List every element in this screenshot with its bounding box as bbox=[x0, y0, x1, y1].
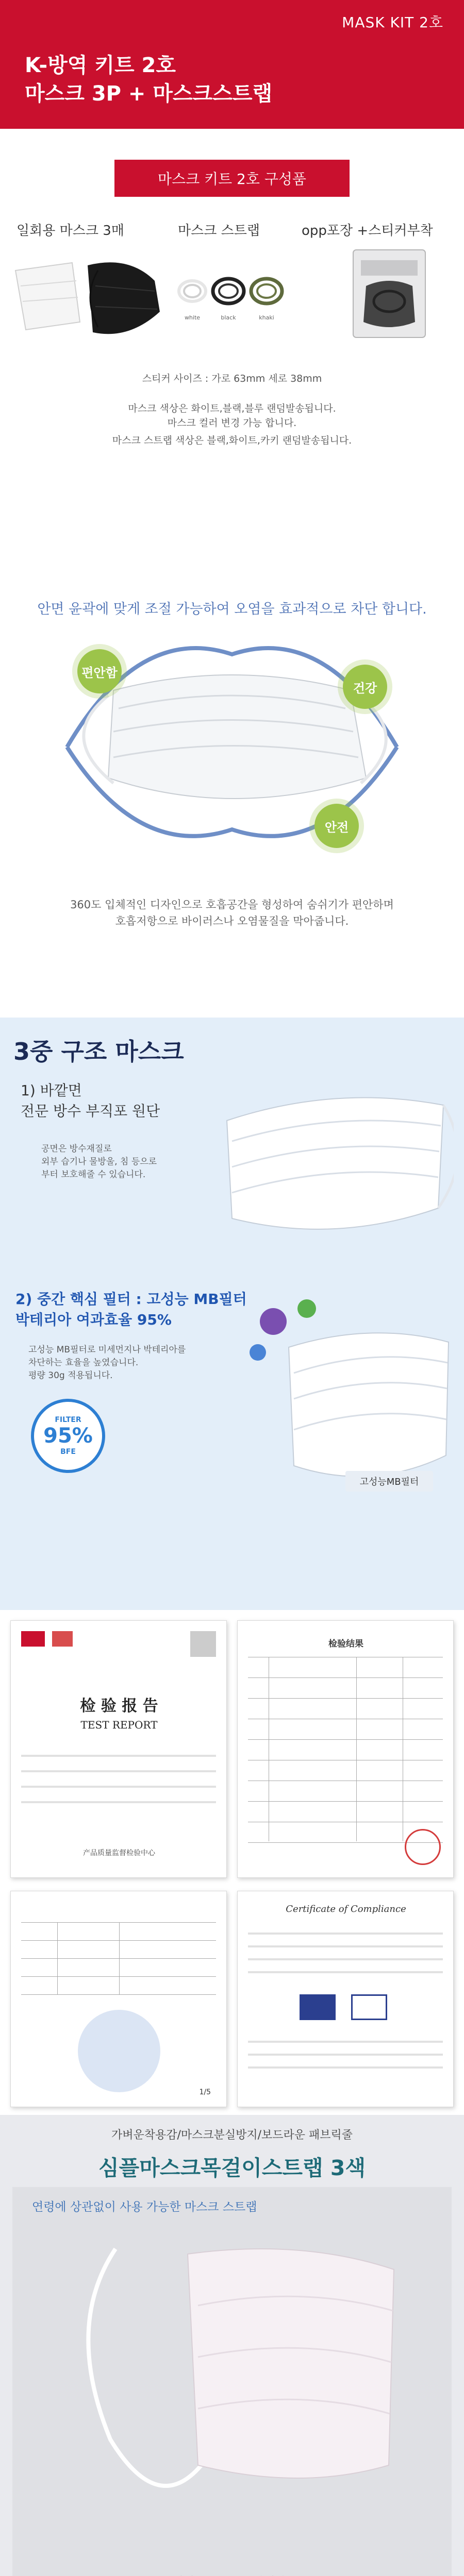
coc-doc bbox=[237, 1891, 454, 2107]
item-label-opp: opp포장 +스티커부착 bbox=[302, 223, 433, 239]
fit-desc-line-1: 360도 입체적인 디자인으로 호흡공간을 형성하여 숨쉬기가 편안하며 bbox=[70, 899, 394, 911]
page-title: K-방역 키트 2호 bbox=[25, 54, 176, 77]
strap-subheading: 가벼운착용감/마스크분실방지/보드라운 패브릭줄 bbox=[111, 2129, 353, 2142]
test-report-doc bbox=[10, 1620, 227, 1878]
page-number: 1/5 bbox=[199, 2088, 211, 2096]
mb-filter-label: 고성능MB필터 bbox=[359, 1477, 419, 1487]
hero-banner bbox=[0, 0, 464, 129]
strap-product-image bbox=[173, 252, 291, 340]
layer1-title: 1) 바깥면 bbox=[21, 1082, 82, 1099]
table-title: 检验结果 bbox=[328, 1639, 363, 1649]
strap-mask-image bbox=[33, 2223, 435, 2532]
sticker-size: 스티커 사이즈 : 가로 63mm 세로 38mm bbox=[142, 373, 322, 384]
badge-health: 건강 bbox=[343, 665, 387, 709]
strap-caption: 연령에 상관없이 사용 가능한 마스크 스트랩 bbox=[32, 2200, 257, 2214]
badge-value: 95% bbox=[43, 1424, 93, 1448]
qr-code-icon bbox=[190, 1631, 216, 1657]
coc-title: Certificate of Compliance bbox=[286, 1904, 406, 1914]
report-title: 检 验 报 告 bbox=[80, 1697, 158, 1715]
composition-section bbox=[0, 129, 464, 603]
layer2-mask-image bbox=[217, 1285, 459, 1533]
strap-photo-panel bbox=[12, 2187, 452, 2576]
layer1-desc-2: 외부 습기나 물방울, 침 등으로 bbox=[41, 1157, 157, 1167]
layer1-desc-1: 공면은 방수재질로 bbox=[41, 1144, 112, 1154]
layer1-mask-image bbox=[217, 1074, 454, 1260]
layer2-desc-1: 고성능 MB필터로 미세먼지나 박테리아를 bbox=[28, 1345, 186, 1355]
badge-safety: 안전 bbox=[314, 804, 359, 848]
badge-comfort: 편안함 bbox=[77, 649, 122, 693]
strap-color-line: 마스크 스트랩 색상은 블랙,화이트,카키 랜덤발송됩니다. bbox=[112, 435, 352, 446]
page-subtitle: 마스크 3P + 마스크스트랩 bbox=[25, 82, 273, 106]
item-label-mask: 일회용 마스크 3매 bbox=[16, 223, 124, 239]
report-stamp-text: 产品质量监督检验中心 bbox=[83, 1849, 155, 1857]
cal-logo-icon bbox=[52, 1631, 73, 1647]
layer2-desc-2: 차단하는 효율을 높였습니다. bbox=[28, 1358, 139, 1368]
inspection-sheet-doc bbox=[10, 1891, 227, 2107]
result-table-doc bbox=[237, 1620, 454, 1878]
fit-heading: 안면 윤곽에 맞게 조절 가능하여 오염을 효과적으로 차단 합니다. bbox=[37, 601, 427, 617]
mask-product-image bbox=[10, 250, 165, 348]
strap-heading: 심플마스크목걸이스트랩 3색 bbox=[98, 2156, 366, 2180]
fit-desc-line-2: 호흡저항으로 바이러스나 오염물질을 막아줍니다. bbox=[115, 915, 349, 927]
layer2-title-b: 박테리아 여과효율 95% bbox=[15, 1311, 172, 1328]
layer2-title-a: 2) 중간 핵심 필터 : 고성능 MB필터 bbox=[15, 1291, 247, 1308]
strap-length bbox=[12, 2573, 452, 2576]
kit-tag: MASK KIT 2호 bbox=[342, 14, 443, 31]
mask-color-line-1: 마스크 색상은 화이트,블랙,블루 랜덤발송됩니다. bbox=[128, 403, 336, 414]
three-layer-section bbox=[0, 1018, 464, 1610]
three-d-fit-section bbox=[0, 603, 464, 1015]
composition-pill: 마스크 키트 2호 구성품 bbox=[114, 160, 350, 197]
swatch-black: black bbox=[221, 314, 236, 321]
badge-top-text: FILTER bbox=[55, 1416, 81, 1424]
swatch-white: white bbox=[184, 314, 201, 321]
filter-95-badge bbox=[31, 1399, 105, 1473]
item-label-strap: 마스크 스트랩 bbox=[178, 223, 260, 239]
mask-color-line-2: 마스크 컬러 변경 가능 합니다. bbox=[167, 417, 297, 429]
report-en-title: TEST REPORT bbox=[80, 1719, 158, 1731]
ce-flag-icon bbox=[300, 1994, 336, 2020]
three-layer-title: 3중 구조 마스크 bbox=[13, 1038, 184, 1065]
strap-section bbox=[0, 2115, 464, 2576]
layer1-desc-3: 부터 보호해줄 수 있습니다. bbox=[41, 1170, 146, 1180]
badge-bottom-text: BFE bbox=[60, 1448, 76, 1456]
opp-package-image bbox=[338, 245, 441, 348]
layer1-subtitle: 전문 방수 부직포 원단 bbox=[21, 1103, 160, 1120]
accreditation-icon bbox=[351, 1994, 387, 2020]
seal-icon bbox=[405, 1829, 441, 1865]
watermark-icon bbox=[78, 2010, 160, 2092]
certificates-section bbox=[0, 1610, 464, 2115]
swatch-khaki: khaki bbox=[259, 314, 274, 321]
layer2-desc-3: 평량 30g 적용됩니다. bbox=[28, 1370, 113, 1381]
cma-logo-icon bbox=[21, 1631, 45, 1647]
